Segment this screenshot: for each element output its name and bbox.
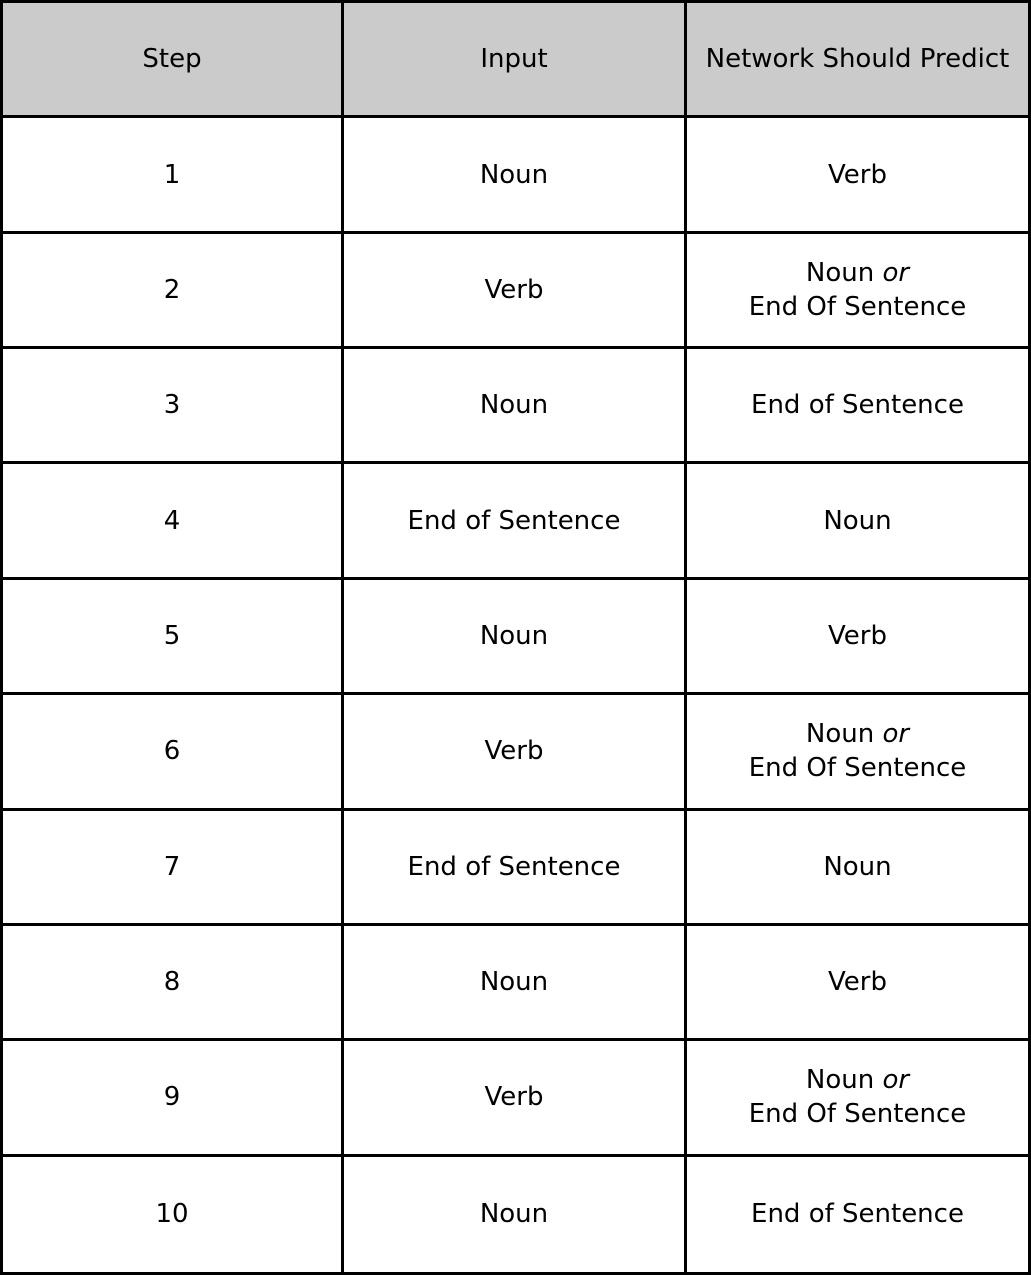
predict-cell: Noun: [687, 464, 1028, 579]
predict-line-1: [806, 256, 909, 290]
predict-option-noun: Noun: [805, 719, 875, 750]
predict-cell: [687, 1041, 1028, 1156]
predict-or: or: [882, 719, 910, 750]
step-cell: 5: [3, 580, 344, 695]
predict-cell: Verb: [687, 118, 1028, 233]
predict-option-eos: End Of Sentence: [748, 291, 967, 322]
step-cell: 7: [3, 811, 344, 926]
step-cell: 4: [3, 464, 344, 579]
header-predict: Network Should Predict: [687, 3, 1028, 118]
predict-cell: Verb: [687, 580, 1028, 695]
input-cell: Verb: [344, 1041, 687, 1156]
step-cell: 9: [3, 1041, 344, 1156]
predict-cell: Noun: [687, 811, 1028, 926]
predict-cell: End of Sentence: [687, 349, 1028, 464]
step-cell: 2: [3, 234, 344, 349]
predict-line-1: [806, 717, 909, 751]
predict-option-noun: Noun: [805, 1065, 875, 1096]
predict-line-1: [806, 1063, 909, 1097]
predict-option-noun: Noun: [805, 257, 875, 288]
predict-option-eos: End Of Sentence: [748, 1099, 967, 1130]
input-cell: Noun: [344, 118, 687, 233]
step-cell: 6: [3, 695, 344, 810]
predict-or: or: [882, 257, 910, 288]
input-cell: Noun: [344, 1157, 687, 1272]
input-cell: End of Sentence: [344, 464, 687, 579]
header-step: Step: [3, 3, 344, 118]
step-cell: 1: [3, 118, 344, 233]
input-cell: End of Sentence: [344, 811, 687, 926]
input-cell: Noun: [344, 580, 687, 695]
input-cell: Noun: [344, 349, 687, 464]
predict-cell: End of Sentence: [751, 1199, 964, 1230]
input-cell: Noun: [344, 926, 687, 1041]
predict-cell: Verb: [687, 926, 1028, 1041]
predict-cell: [687, 695, 1028, 810]
step-cell: 10: [3, 1157, 344, 1272]
step-cell: 8: [3, 926, 344, 1041]
input-cell: Verb: [344, 695, 687, 810]
input-cell: Verb: [344, 234, 687, 349]
predict-cell: [687, 234, 1028, 349]
step-cell: 3: [3, 349, 344, 464]
predict-option-eos: End Of Sentence: [748, 753, 967, 784]
header-input: Input: [344, 3, 687, 118]
predict-or: or: [882, 1065, 910, 1096]
